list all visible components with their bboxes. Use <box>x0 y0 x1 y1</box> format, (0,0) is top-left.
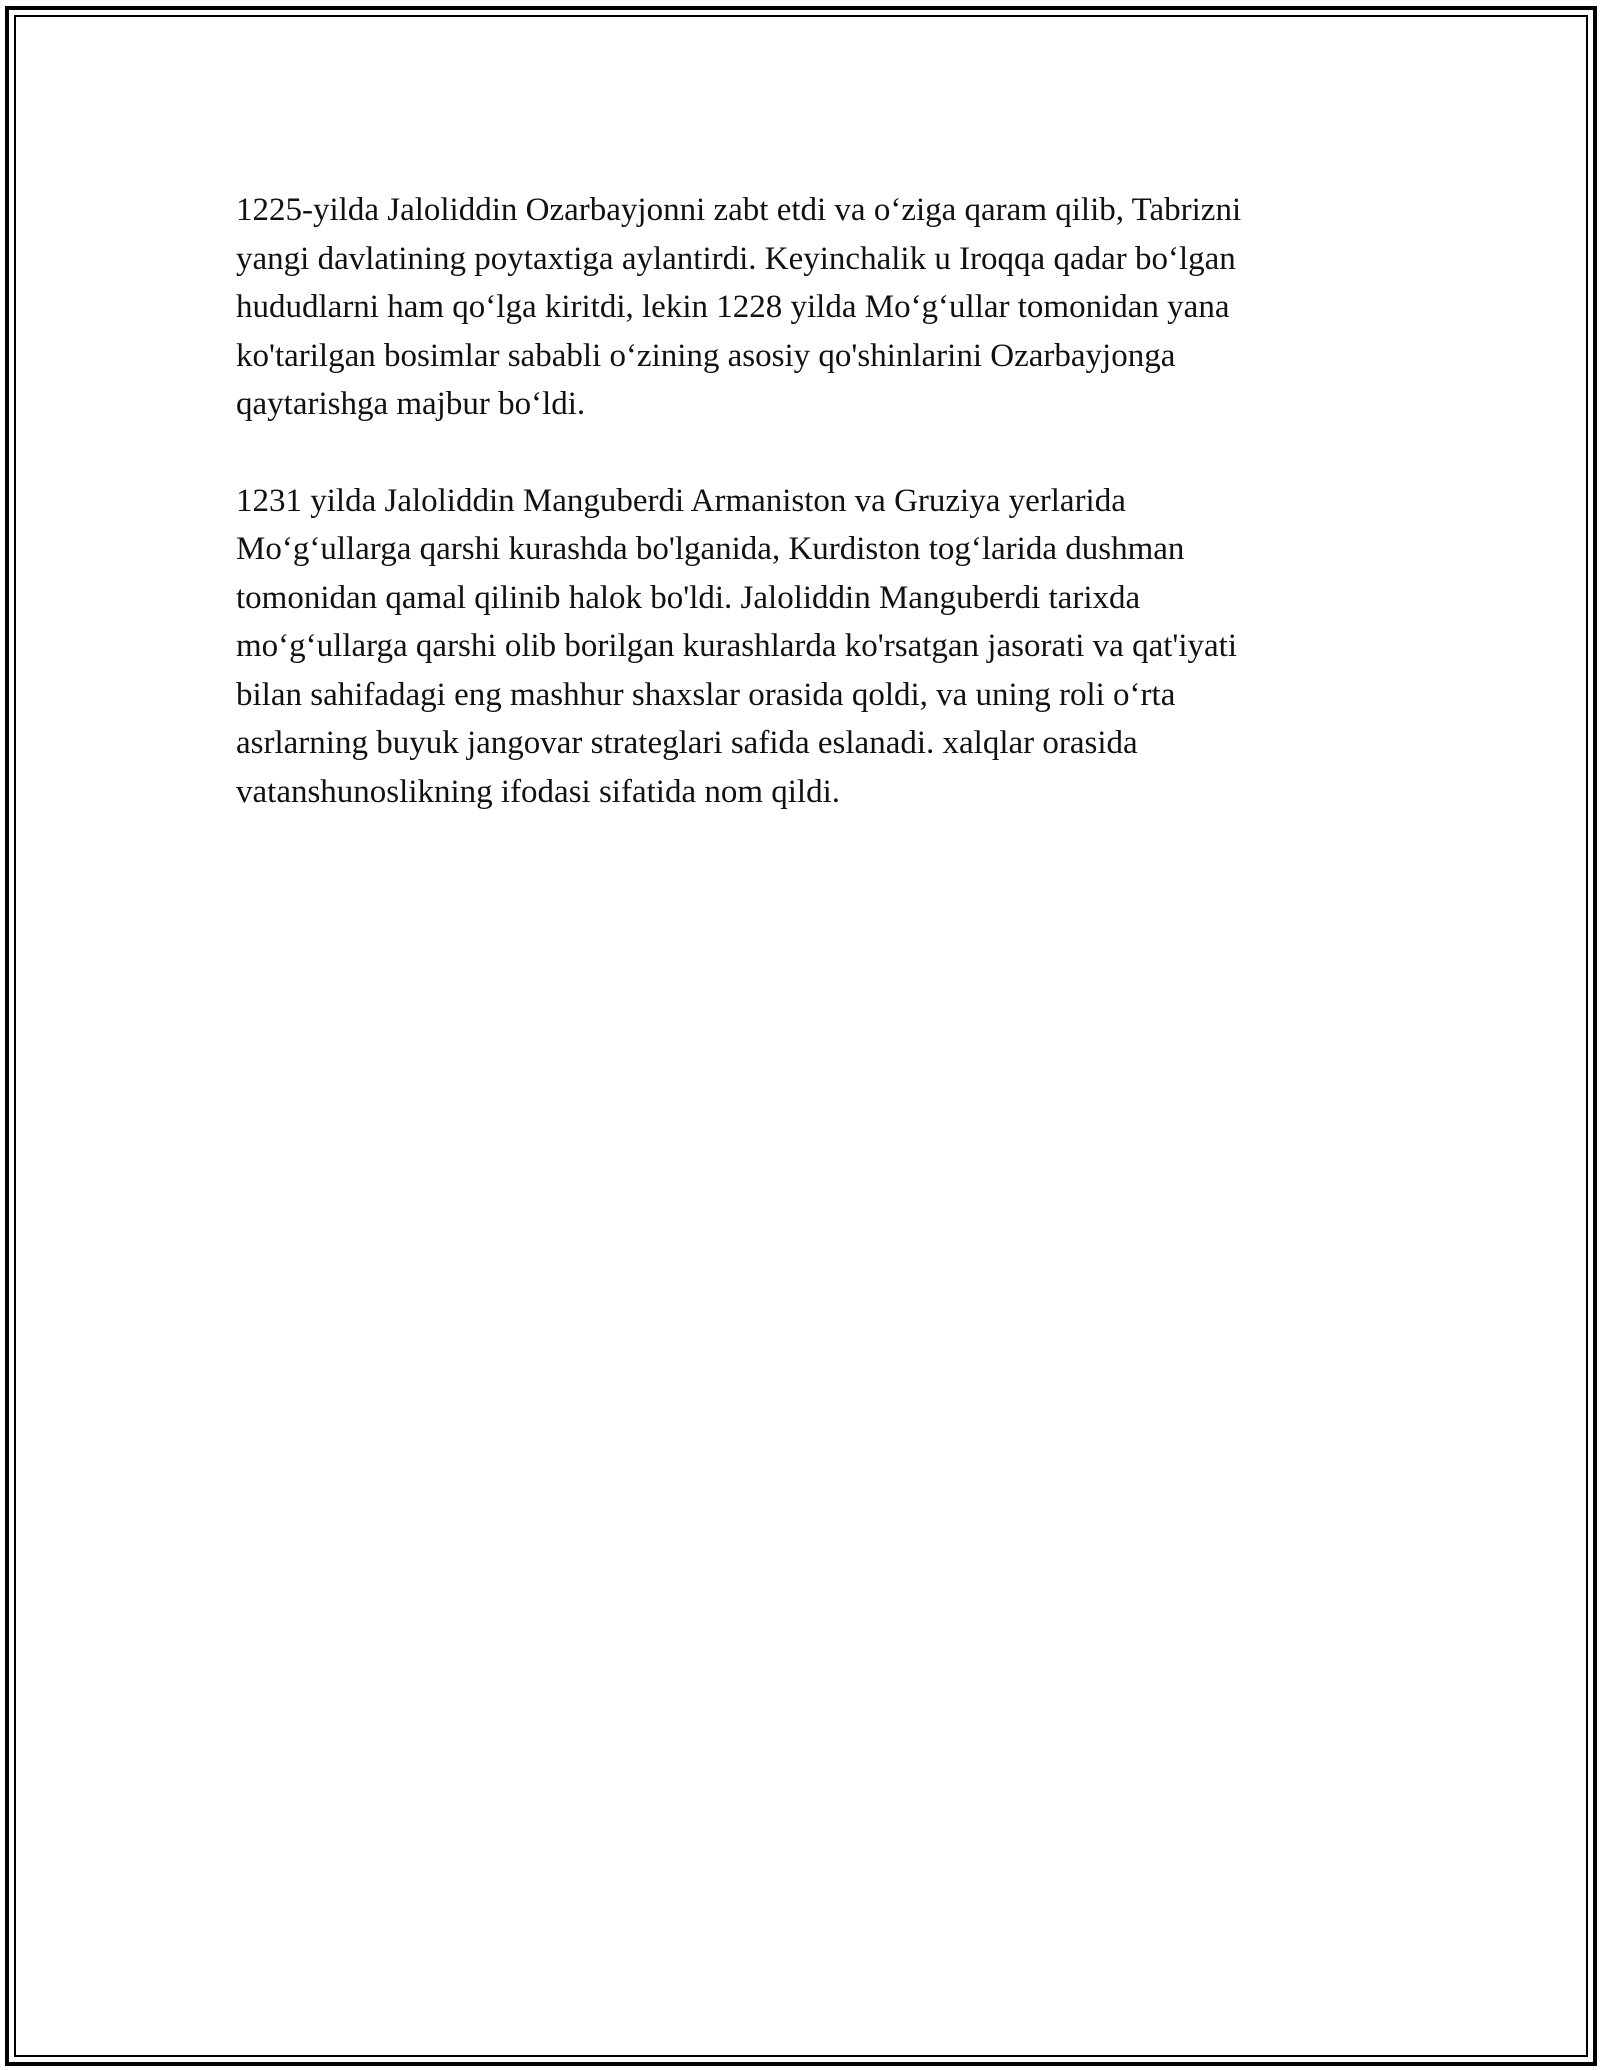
paragraph-2: 1231 yilda Jaloliddin Manguberdi Armaniston va Gruziya yerlarida Mo‘g‘ullarga qarshi kurashda bo'lganida, Kurdiston tog‘larida dushman tomonidan qamal qilinib halok bo'ldi. Jaloliddin Manguberdi tarixda mo‘g‘ullarga qarshi olib borilgan kurashlarda ko'rsatgan jasorati va qat'iyati bilan sahifadagi eng mashhur shaxslar orasida qoldi, va uning roli o‘rta asrlarning buyuk jangovar strateglari safida eslanadi. xalqlar orasida vatanshunoslikning ifodasi sifatida nom qildi. <box>236 482 1237 810</box>
paragraph-1: 1225-yilda Jaloliddin Ozarbayjonni zabt etdi va o‘ziga qaram qilib, Tabrizni yangi davlatining poytaxtiga aylantirdi. Keyinchalik u Iroqqa qadar bo‘lgan hududlarni ham qo‘lga kiritdi, lekin 1228 yilda Mo‘g‘ullar tomonidan yana ko'tarilgan bosimlar sababli o‘zining asosiy qo'shinlarini Ozarbayjonga qaytarishga majbur bo‘ldi. <box>236 192 1242 422</box>
document-body <box>236 186 1386 864</box>
